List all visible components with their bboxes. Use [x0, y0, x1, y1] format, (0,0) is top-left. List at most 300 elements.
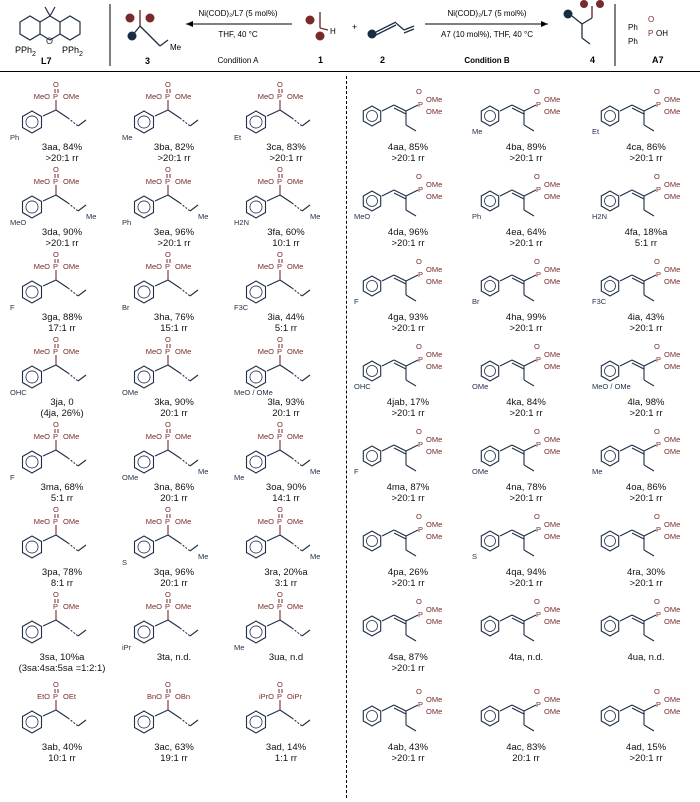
svg-text:MeO: MeO — [33, 517, 50, 526]
compound-3ra — [230, 505, 342, 595]
structure-4da — [352, 165, 464, 233]
yield-4ab: 4ab, 43% — [387, 742, 429, 753]
svg-text:OMe: OMe — [664, 265, 681, 274]
svg-text:OMe: OMe — [426, 447, 443, 456]
rr-4qa: >20:1 rr — [509, 578, 543, 589]
structure-4ia — [590, 250, 700, 318]
svg-text:OMe: OMe — [426, 192, 443, 201]
a7-ph1: Ph — [628, 23, 638, 32]
structure-4ga — [352, 250, 464, 318]
caption-4ra — [590, 567, 700, 589]
yield-4ia: 4ia, 43% — [627, 312, 665, 323]
product-3-structure — [126, 10, 169, 46]
structure-3sa — [6, 590, 118, 658]
rr-4pa: >20:1 rr — [391, 578, 425, 589]
svg-text:P: P — [418, 525, 424, 534]
structure-3la — [230, 335, 342, 403]
column-divider — [346, 76, 347, 798]
rr-4fa: 5:1 rr — [634, 238, 658, 249]
rr-3ad: 1:1 rr — [274, 753, 298, 764]
svg-text:Et: Et — [592, 127, 600, 136]
caption-3fa — [230, 227, 342, 249]
compound-3ia — [230, 250, 342, 340]
caption-4la — [590, 397, 700, 419]
structure-3pa — [6, 505, 118, 573]
rr-4ea: >20:1 rr — [509, 238, 543, 249]
svg-text:O: O — [165, 505, 171, 514]
svg-text:OHC: OHC — [10, 388, 27, 397]
svg-text:O: O — [654, 172, 660, 181]
compound-3ea — [118, 165, 230, 255]
structure-3ba — [118, 80, 230, 148]
compound-3ja — [6, 335, 118, 425]
svg-text:iPr: iPr — [122, 643, 132, 652]
svg-text:OMe: OMe — [544, 520, 561, 529]
caption-4ka — [470, 397, 582, 419]
svg-text:Ph: Ph — [122, 218, 132, 227]
rr-3qa: 20:1 rr — [160, 578, 188, 589]
svg-text:Br: Br — [472, 297, 480, 306]
rr-4ra: >20:1 rr — [629, 578, 663, 589]
svg-text:O: O — [165, 165, 171, 174]
svg-text:OMe: OMe — [426, 107, 443, 116]
ligand-label: L7 — [41, 56, 52, 66]
structure-4ca — [590, 80, 700, 148]
structure-3ha — [118, 250, 230, 318]
svg-text:MeO: MeO — [257, 602, 274, 611]
svg-text:O: O — [53, 335, 59, 344]
reactant-1-label: 1 — [318, 55, 324, 65]
svg-text:O: O — [277, 505, 283, 514]
a7-ph2: Ph — [628, 37, 638, 46]
svg-text:MeO: MeO — [33, 432, 50, 441]
svg-text:OMe: OMe — [287, 347, 304, 356]
structure-3ac — [118, 680, 230, 748]
rr-3pa: 8:1 rr — [50, 578, 74, 589]
caption-3ea — [118, 227, 230, 249]
svg-text:P: P — [165, 517, 171, 526]
svg-text:OMe: OMe — [63, 177, 80, 186]
svg-text:O: O — [277, 335, 283, 344]
yield-4fa: 4fa, 18%a — [624, 227, 668, 238]
yield-4da: 4da, 96% — [387, 227, 429, 238]
compound-4ta — [470, 590, 582, 680]
svg-text:OMe: OMe — [287, 92, 304, 101]
structure-3ma — [6, 420, 118, 488]
svg-text:O: O — [654, 597, 660, 606]
svg-text:OHC: OHC — [354, 382, 371, 391]
svg-text:OMe: OMe — [426, 605, 443, 614]
compound-4fa — [590, 165, 700, 255]
structure-3aa — [6, 80, 118, 148]
yield-3ta: 3ta, n.d. — [156, 652, 192, 663]
compound-3na — [118, 420, 230, 510]
svg-text:Me: Me — [310, 467, 321, 476]
svg-text:OMe: OMe — [664, 520, 681, 529]
caption-3oa — [230, 482, 342, 504]
svg-text:O: O — [53, 420, 59, 429]
ligand-pph2-left: PPh$_2$ — [15, 45, 36, 58]
svg-text:P: P — [418, 185, 424, 194]
svg-text:O: O — [165, 590, 171, 599]
yield-3ea: 3ea, 96% — [153, 227, 195, 238]
caption-4ha — [470, 312, 582, 334]
svg-text:P: P — [277, 602, 283, 611]
svg-text:O: O — [165, 420, 171, 429]
compound-3ma — [6, 420, 118, 510]
svg-text:P: P — [536, 100, 542, 109]
rr-3aa: >20:1 rr — [45, 153, 79, 164]
svg-text:OMe: OMe — [544, 107, 561, 116]
svg-text:OMe: OMe — [175, 262, 192, 271]
structure-3ca — [230, 80, 342, 148]
caption-3qa — [118, 567, 230, 589]
yield-4ra: 4ra, 30% — [626, 567, 666, 578]
svg-text:OiPr: OiPr — [287, 692, 302, 701]
svg-text:MeO: MeO — [33, 92, 50, 101]
svg-text:OMe: OMe — [63, 602, 80, 611]
svg-text:OMe: OMe — [664, 362, 681, 371]
yield-4ja: 4jab, 17% — [386, 397, 430, 408]
svg-text:MeO: MeO — [33, 177, 50, 186]
svg-text:OMe: OMe — [175, 432, 192, 441]
svg-text:MeO: MeO — [145, 432, 162, 441]
compound-4ja — [352, 335, 464, 425]
svg-text:O: O — [534, 687, 540, 696]
svg-text:P: P — [656, 355, 662, 364]
yield-3ha: 3ha, 76% — [153, 312, 195, 323]
compound-3ta — [118, 590, 230, 680]
svg-text:OMe: OMe — [544, 605, 561, 614]
svg-text:OMe: OMe — [426, 265, 443, 274]
svg-text:O: O — [277, 80, 283, 89]
svg-text:P: P — [536, 525, 542, 534]
rr-4ca: >20:1 rr — [629, 153, 663, 164]
structure-4ma — [352, 420, 464, 488]
compound-3qa — [118, 505, 230, 595]
svg-text:MeO: MeO — [354, 212, 371, 221]
svg-text:OMe: OMe — [175, 347, 192, 356]
svg-text:OMe: OMe — [664, 107, 681, 116]
svg-text:P: P — [536, 610, 542, 619]
caption-4ab — [352, 742, 464, 764]
rr-4oa: >20:1 rr — [629, 493, 663, 504]
svg-text:F3C: F3C — [234, 303, 249, 312]
structure-3na — [118, 420, 230, 488]
structure-4ua — [590, 590, 700, 658]
compound-3ca — [230, 80, 342, 170]
yield-3ua: 3ua, n.d — [268, 652, 304, 663]
svg-text:O: O — [654, 87, 660, 96]
yield-4aa: 4aa, 85% — [387, 142, 429, 153]
svg-text:OMe: OMe — [544, 362, 561, 371]
svg-text:O: O — [53, 590, 59, 599]
structure-4la — [590, 335, 700, 403]
svg-text:P: P — [53, 432, 59, 441]
svg-text:Me: Me — [234, 473, 245, 482]
svg-text:OMe: OMe — [544, 180, 561, 189]
svg-text:O: O — [416, 597, 422, 606]
rr-3ha: 15:1 rr — [160, 323, 188, 334]
additive-label: A7 — [652, 55, 664, 65]
caption-3ma — [6, 482, 118, 504]
svg-text:P: P — [536, 185, 542, 194]
svg-text:Me: Me — [310, 212, 321, 221]
caption-3ba — [118, 142, 230, 164]
compound-4ad — [590, 680, 700, 770]
caption-4ja — [352, 397, 464, 419]
structure-3ua — [230, 590, 342, 658]
yield-3aa: 3aa, 84% — [41, 142, 83, 153]
yield-3oa: 3oa, 90% — [265, 482, 307, 493]
svg-text:OMe: OMe — [664, 707, 681, 716]
caption-3ka — [118, 397, 230, 419]
compound-4ac — [470, 680, 582, 770]
svg-text:MeO: MeO — [145, 347, 162, 356]
yield-4pa: 4pa, 26% — [387, 567, 429, 578]
svg-text:OMe: OMe — [63, 432, 80, 441]
caption-4na — [470, 482, 582, 504]
compound-3ka — [118, 335, 230, 425]
svg-text:MeO: MeO — [33, 347, 50, 356]
svg-text:OMe: OMe — [664, 277, 681, 286]
structure-3ra — [230, 505, 342, 573]
caption-4sa — [352, 652, 464, 674]
svg-text:F: F — [354, 297, 359, 306]
svg-text:P: P — [53, 602, 59, 611]
structure-3qa — [118, 505, 230, 573]
svg-text:OMe: OMe — [175, 92, 192, 101]
arrow-b-bottom: A7 (10 mol%), THF, 40 °C — [441, 30, 533, 39]
rr-4ad: >20:1 rr — [629, 753, 663, 764]
rr-3sa: (3sa:4sa:5sa =1:2:1) — [18, 663, 106, 674]
caption-3ra — [230, 567, 342, 589]
svg-text:P: P — [656, 270, 662, 279]
yield-3ra: 3ra, 20%a — [264, 567, 308, 578]
yield-4na: 4na, 78% — [505, 482, 547, 493]
product-4-structure — [564, 0, 605, 44]
svg-text:P: P — [165, 262, 171, 271]
caption-3ac — [118, 742, 230, 764]
reactant-1-h: H — [330, 27, 336, 36]
svg-text:OMe: OMe — [426, 520, 443, 529]
structure-3ea — [118, 165, 230, 233]
structure-4ja — [352, 335, 464, 403]
rr-4ac: 20:1 rr — [512, 753, 540, 764]
rr-4ga: >20:1 rr — [391, 323, 425, 334]
svg-text:P: P — [165, 347, 171, 356]
compound-3pa — [6, 505, 118, 595]
yield-4ma: 4ma, 87% — [386, 482, 430, 493]
structure-4fa — [590, 165, 700, 233]
svg-text:OEt: OEt — [63, 692, 76, 701]
yield-4ta: 4ta, n.d. — [508, 652, 544, 663]
yield-4la: 4la, 98% — [627, 397, 665, 408]
yield-4ea: 4ea, 64% — [505, 227, 547, 238]
svg-text:Ph: Ph — [10, 133, 20, 142]
rr-3ac: 19:1 rr — [160, 753, 188, 764]
caption-3ja — [6, 397, 118, 419]
compound-4qa — [470, 505, 582, 595]
structure-4ad — [590, 680, 700, 748]
yield-3pa: 3pa, 78% — [41, 567, 83, 578]
compound-3ab — [6, 680, 118, 770]
caption-3ga — [6, 312, 118, 334]
svg-text:OMe: OMe — [472, 467, 489, 476]
svg-text:P: P — [277, 262, 283, 271]
yield-3ja: 3ja, 0 — [50, 397, 74, 408]
svg-text:OMe: OMe — [63, 92, 80, 101]
compound-4ua — [590, 590, 700, 680]
compound-4ga — [352, 250, 464, 340]
svg-text:P: P — [277, 177, 283, 186]
svg-text:OMe: OMe — [287, 517, 304, 526]
rr-3ba: >20:1 rr — [157, 153, 191, 164]
compound-3da — [6, 165, 118, 255]
structure-4ba — [470, 80, 582, 148]
svg-text:O: O — [534, 172, 540, 181]
svg-text:Me: Me — [472, 127, 483, 136]
yield-4ka: 4ka, 84% — [506, 397, 546, 408]
svg-text:O: O — [277, 590, 283, 599]
svg-text:OBn: OBn — [175, 692, 191, 701]
reactant-1-structure — [306, 12, 329, 41]
structure-4ea — [470, 165, 582, 233]
svg-text:P: P — [418, 440, 424, 449]
svg-text:O: O — [534, 597, 540, 606]
reactant-2-structure — [368, 22, 415, 39]
yield-4ad: 4ad, 15% — [625, 742, 667, 753]
rr-4ja: >20:1 rr — [391, 408, 425, 419]
svg-text:P: P — [656, 185, 662, 194]
yield-3ka: 3ka, 90% — [154, 397, 194, 408]
svg-text:OMe: OMe — [544, 277, 561, 286]
a7-p: P — [648, 29, 654, 38]
svg-text:OMe: OMe — [544, 707, 561, 716]
rr-4ma: >20:1 rr — [391, 493, 425, 504]
caption-4da — [352, 227, 464, 249]
svg-text:OMe: OMe — [664, 532, 681, 541]
caption-4qa — [470, 567, 582, 589]
structure-3da — [6, 165, 118, 233]
svg-text:OMe: OMe — [544, 192, 561, 201]
svg-text:OMe: OMe — [664, 192, 681, 201]
yield-3fa: 3fa, 60% — [267, 227, 305, 238]
rr-3ma: 5:1 rr — [50, 493, 74, 504]
yield-3ma: 3ma, 68% — [40, 482, 84, 493]
reactant-2-label: 2 — [380, 55, 386, 65]
structure-4ra — [590, 505, 700, 573]
compound-3ha — [118, 250, 230, 340]
svg-text:MeO: MeO — [257, 347, 274, 356]
svg-text:OMe: OMe — [426, 362, 443, 371]
caption-3da — [6, 227, 118, 249]
yield-3ab: 3ab, 40% — [41, 742, 83, 753]
caption-3sa — [6, 652, 118, 674]
compound-3oa — [230, 420, 342, 510]
yield-4ua: 4ua, n.d. — [627, 652, 665, 663]
svg-text:S: S — [122, 558, 128, 567]
svg-text:OMe: OMe — [63, 347, 80, 356]
structure-4ta — [470, 590, 582, 658]
svg-text:P: P — [418, 355, 424, 364]
svg-text:iPrO: iPrO — [259, 692, 274, 701]
svg-text:O: O — [534, 342, 540, 351]
ligand-pph2-right: PPh$_2$ — [62, 45, 83, 58]
rr-3ga: 17:1 rr — [48, 323, 76, 334]
svg-text:OMe: OMe — [175, 602, 192, 611]
svg-text:P: P — [418, 100, 424, 109]
rr-3la: 20:1 rr — [272, 408, 300, 419]
yield-3da: 3da, 90% — [41, 227, 83, 238]
caption-4ma — [352, 482, 464, 504]
compound-4ma — [352, 420, 464, 510]
svg-text:OMe: OMe — [426, 435, 443, 444]
rr-4la: >20:1 rr — [629, 408, 663, 419]
caption-3pa — [6, 567, 118, 589]
caption-4ga — [352, 312, 464, 334]
svg-text:O: O — [654, 512, 660, 521]
svg-text:O: O — [654, 427, 660, 436]
svg-text:O: O — [534, 257, 540, 266]
svg-text:P: P — [656, 700, 662, 709]
svg-text:P: P — [277, 692, 283, 701]
caption-3la — [230, 397, 342, 419]
compound-4na — [470, 420, 582, 510]
svg-text:F: F — [354, 467, 359, 476]
rr-3fa: 10:1 rr — [272, 238, 300, 249]
yield-4sa: 4sa, 87% — [388, 652, 428, 663]
svg-text:P: P — [418, 700, 424, 709]
svg-text:O: O — [654, 342, 660, 351]
structure-4na — [470, 420, 582, 488]
svg-text:OMe: OMe — [664, 95, 681, 104]
svg-text:P: P — [165, 602, 171, 611]
structure-3oa — [230, 420, 342, 488]
rr-4da: >20:1 rr — [391, 238, 425, 249]
svg-text:OMe: OMe — [426, 180, 443, 189]
svg-text:O: O — [416, 427, 422, 436]
svg-text:OMe: OMe — [287, 262, 304, 271]
yield-3ac: 3ac, 63% — [154, 742, 194, 753]
compound-4ca — [590, 80, 700, 170]
svg-text:O: O — [277, 165, 283, 174]
rr-3ca: >20:1 rr — [269, 153, 303, 164]
svg-text:P: P — [656, 610, 662, 619]
yield-3ia: 3ia, 44% — [267, 312, 305, 323]
structure-3ad — [230, 680, 342, 748]
svg-text:P: P — [53, 517, 59, 526]
compound-3ad — [230, 680, 342, 770]
caption-4fa — [590, 227, 700, 249]
svg-text:OMe: OMe — [287, 432, 304, 441]
rr-3da: >20:1 rr — [45, 238, 79, 249]
svg-text:O: O — [53, 80, 59, 89]
yield-3qa: 3qa, 96% — [153, 567, 195, 578]
structure-4sa — [352, 590, 464, 658]
svg-text:OMe: OMe — [664, 435, 681, 444]
yield-3na: 3na, 86% — [153, 482, 195, 493]
svg-text:OMe: OMe — [426, 95, 443, 104]
compound-3ua — [230, 590, 342, 680]
svg-text:O: O — [416, 172, 422, 181]
svg-text:MeO: MeO — [33, 262, 50, 271]
compound-4ka — [470, 335, 582, 425]
svg-text:MeO: MeO — [145, 602, 162, 611]
svg-text:P: P — [536, 355, 542, 364]
svg-text:OMe: OMe — [287, 177, 304, 186]
svg-text:O: O — [53, 250, 59, 259]
